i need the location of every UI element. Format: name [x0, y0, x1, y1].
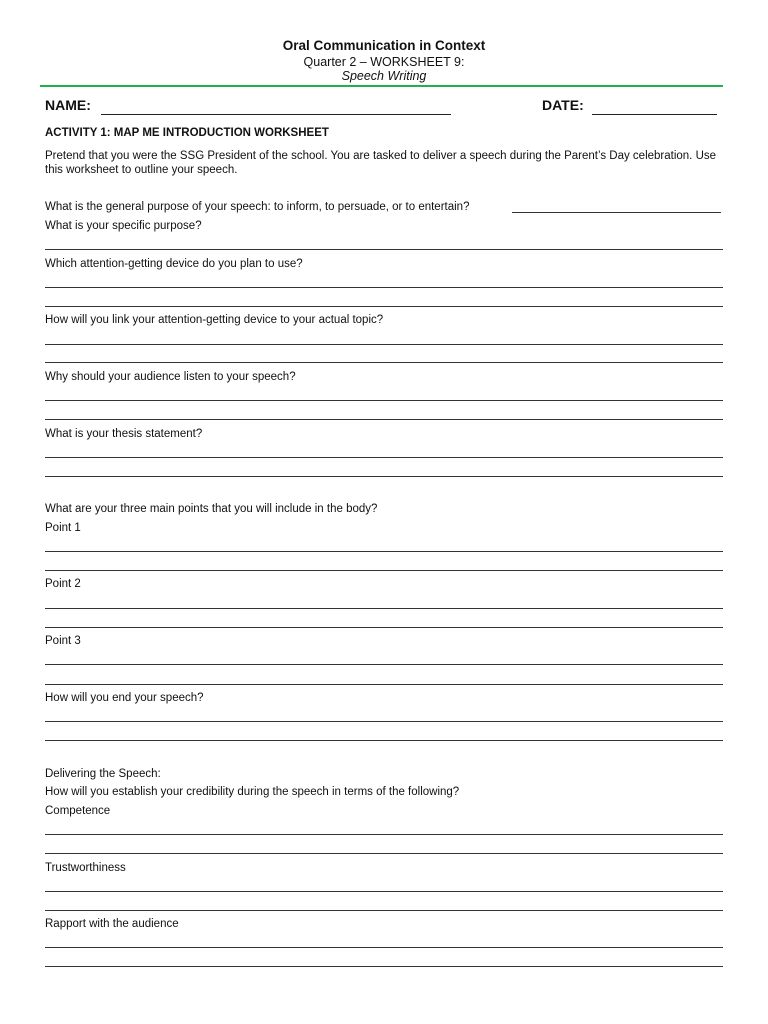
delivering-heading: Delivering the Speech:: [45, 768, 161, 780]
question-end-speech: How will you end your speech?: [45, 692, 204, 704]
question-specific-purpose: What is your specific purpose?: [45, 220, 202, 232]
answer-line[interactable]: [45, 966, 723, 967]
answer-line[interactable]: [45, 419, 723, 420]
competence-label: Competence: [45, 805, 111, 817]
name-blank[interactable]: [101, 114, 451, 115]
answer-line[interactable]: [45, 947, 723, 948]
point-2-label: Point 2: [45, 578, 81, 590]
trustworthiness-label: Trustworthiness: [45, 862, 126, 874]
answer-line[interactable]: [45, 457, 723, 458]
answer-line[interactable]: [45, 684, 723, 685]
answer-line[interactable]: [45, 664, 723, 665]
answer-line[interactable]: [45, 551, 723, 552]
question-thesis: What is your thesis statement?: [45, 428, 203, 440]
worksheet-subtitle: Quarter 2 – WORKSHEET 9:: [303, 55, 465, 69]
activity-heading: ACTIVITY 1: MAP ME INTRODUCTION WORKSHEET: [45, 127, 329, 139]
date-label: DATE:: [542, 97, 584, 113]
answer-line[interactable]: [45, 400, 723, 401]
point-3-label: Point 3: [45, 635, 81, 647]
answer-line[interactable]: [45, 570, 723, 571]
activity-instructions: Pretend that you were the SSG President of the school. You are tasked to deliver a speech during the Parent’s Day celebration. Use this worksheet to outline your speech.: [45, 150, 717, 176]
name-field[interactable]: [45, 97, 91, 113]
worksheet-title: Oral Communication in Context: [282, 38, 486, 53]
answer-line[interactable]: [45, 287, 723, 288]
answer-line[interactable]: [45, 853, 723, 854]
rapport-label: Rapport with the audience: [45, 918, 179, 930]
header-divider: [40, 85, 723, 87]
worksheet-topic: Speech Writing: [341, 69, 427, 83]
answer-line[interactable]: [45, 344, 723, 345]
question-credibility: How will you establish your credibility during the speech in terms of the following?: [45, 786, 460, 798]
question-general-purpose: What is the general purpose of your speech: to inform, to persuade, or to entertain?: [45, 201, 470, 213]
answer-line[interactable]: [45, 834, 723, 835]
answer-line[interactable]: [45, 910, 723, 911]
answer-line[interactable]: [45, 476, 723, 477]
answer-line[interactable]: [45, 362, 723, 363]
answer-line[interactable]: [45, 891, 723, 892]
date-field[interactable]: [542, 97, 584, 113]
answer-line[interactable]: [45, 740, 723, 741]
answer-line[interactable]: [45, 608, 723, 609]
question-why-listen: Why should your audience listen to your speech?: [45, 371, 296, 383]
point-1-label: Point 1: [45, 522, 81, 534]
answer-line[interactable]: [45, 721, 723, 722]
answer-general-purpose[interactable]: [512, 212, 721, 213]
answer-line[interactable]: [45, 627, 723, 628]
date-blank[interactable]: [592, 114, 717, 115]
answer-line[interactable]: [45, 249, 723, 250]
question-link-topic: How will you link your attention-getting device to your actual topic?: [45, 314, 384, 326]
answer-line[interactable]: [45, 306, 723, 307]
question-attention-device: Which attention-getting device do you plan to use?: [45, 258, 303, 270]
question-main-points: What are your three main points that you will include in the body?: [45, 503, 378, 515]
name-label: NAME:: [45, 97, 91, 113]
